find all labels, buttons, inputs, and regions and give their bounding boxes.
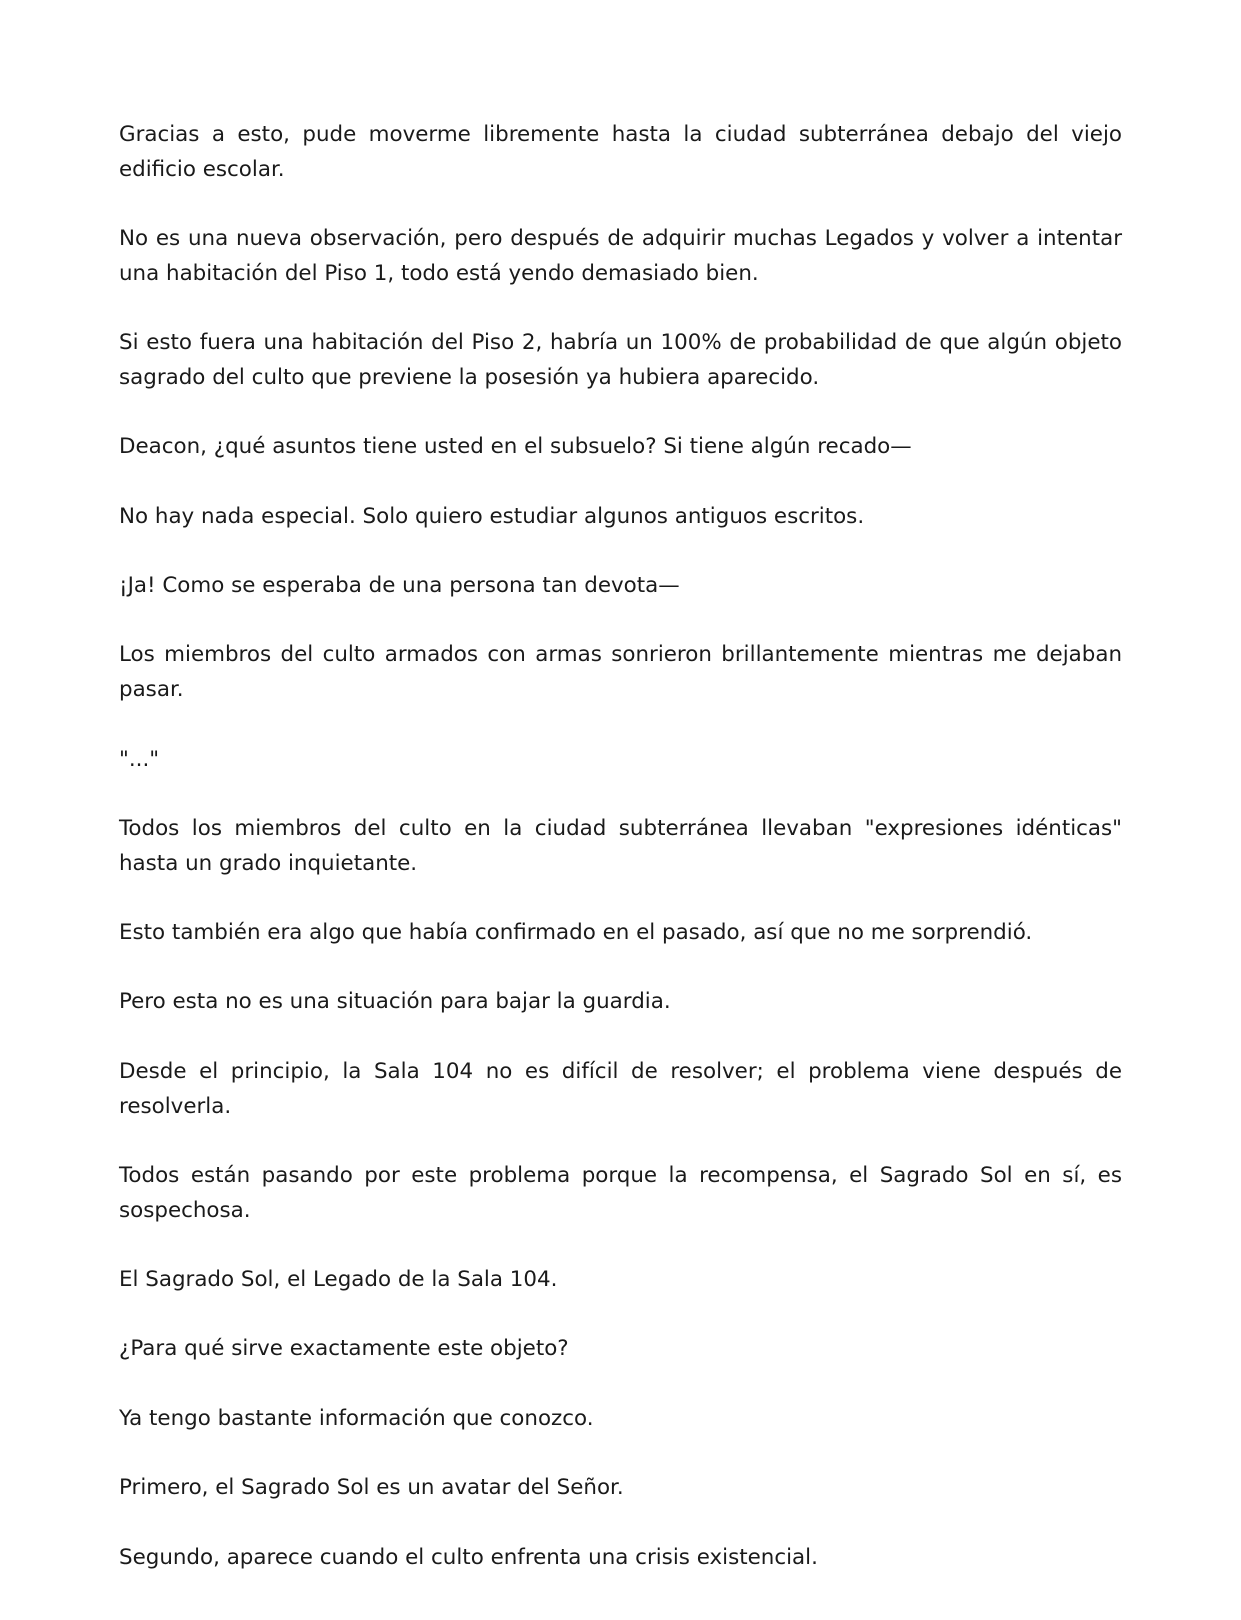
paragraph: Todos están pasando por este problema porque la recompensa, el Sagrado Sol en sí, es sospechosa. xyxy=(119,1162,1122,1223)
paragraph: Los miembros del culto armados con armas sonrieron brillantemente mientras me dejaban pasar. xyxy=(119,642,1122,703)
paragraph: ¿Para qué sirve exactamente este objeto? xyxy=(119,1336,569,1362)
paragraph: Esto también era algo que había confirmado en el pasado, así que no me sorprendió. xyxy=(119,920,1033,946)
paragraph: Si esto fuera una habitación del Piso 2, habría un 100% de probabilidad de que algún objeto sagrado del culto que previene la posesión ya hubiera aparecido. xyxy=(119,330,1122,390)
paragraph: Deacon, ¿qué asuntos tiene usted en el subsuelo? Si tiene algún recado— xyxy=(119,434,912,460)
paragraph: ¡Ja! Como se esperaba de una persona tan devota— xyxy=(119,573,680,599)
paragraph: Gracias a esto, pude moverme libremente hasta la ciudad subterránea debajo del viejo edificio escolar. xyxy=(119,122,1122,182)
paragraph: Pero esta no es una situación para bajar la guardia. xyxy=(119,989,671,1015)
paragraph: No hay nada especial. Solo quiero estudiar algunos antiguos escritos. xyxy=(119,503,865,529)
paragraph: El Sagrado Sol, el Legado de la Sala 104. xyxy=(119,1267,558,1292)
paragraph: Todos los miembros del culto en la ciudad subterránea llevaban "expresiones idénticas" hasta un grado inquietante. xyxy=(119,815,1122,876)
document-body xyxy=(119,118,1122,1610)
paragraph: Ya tengo bastante información que conozco. xyxy=(119,1405,594,1431)
paragraph: Desde el principio, la Sala 104 no es difícil de resolver; el problema viene después de resolverla. xyxy=(119,1058,1122,1119)
paragraph: "..." xyxy=(119,746,160,772)
paragraph: Primero, el Sagrado Sol es un avatar del Señor. xyxy=(119,1475,624,1501)
paragraph: Segundo, aparece cuando el culto enfrenta una crisis existencial. xyxy=(119,1544,818,1570)
paragraph: No es una nueva observación, pero después de adquirir muchas Legados y volver a intentar una habitación del Piso 1, todo está yendo demasiado bien. xyxy=(119,226,1122,286)
